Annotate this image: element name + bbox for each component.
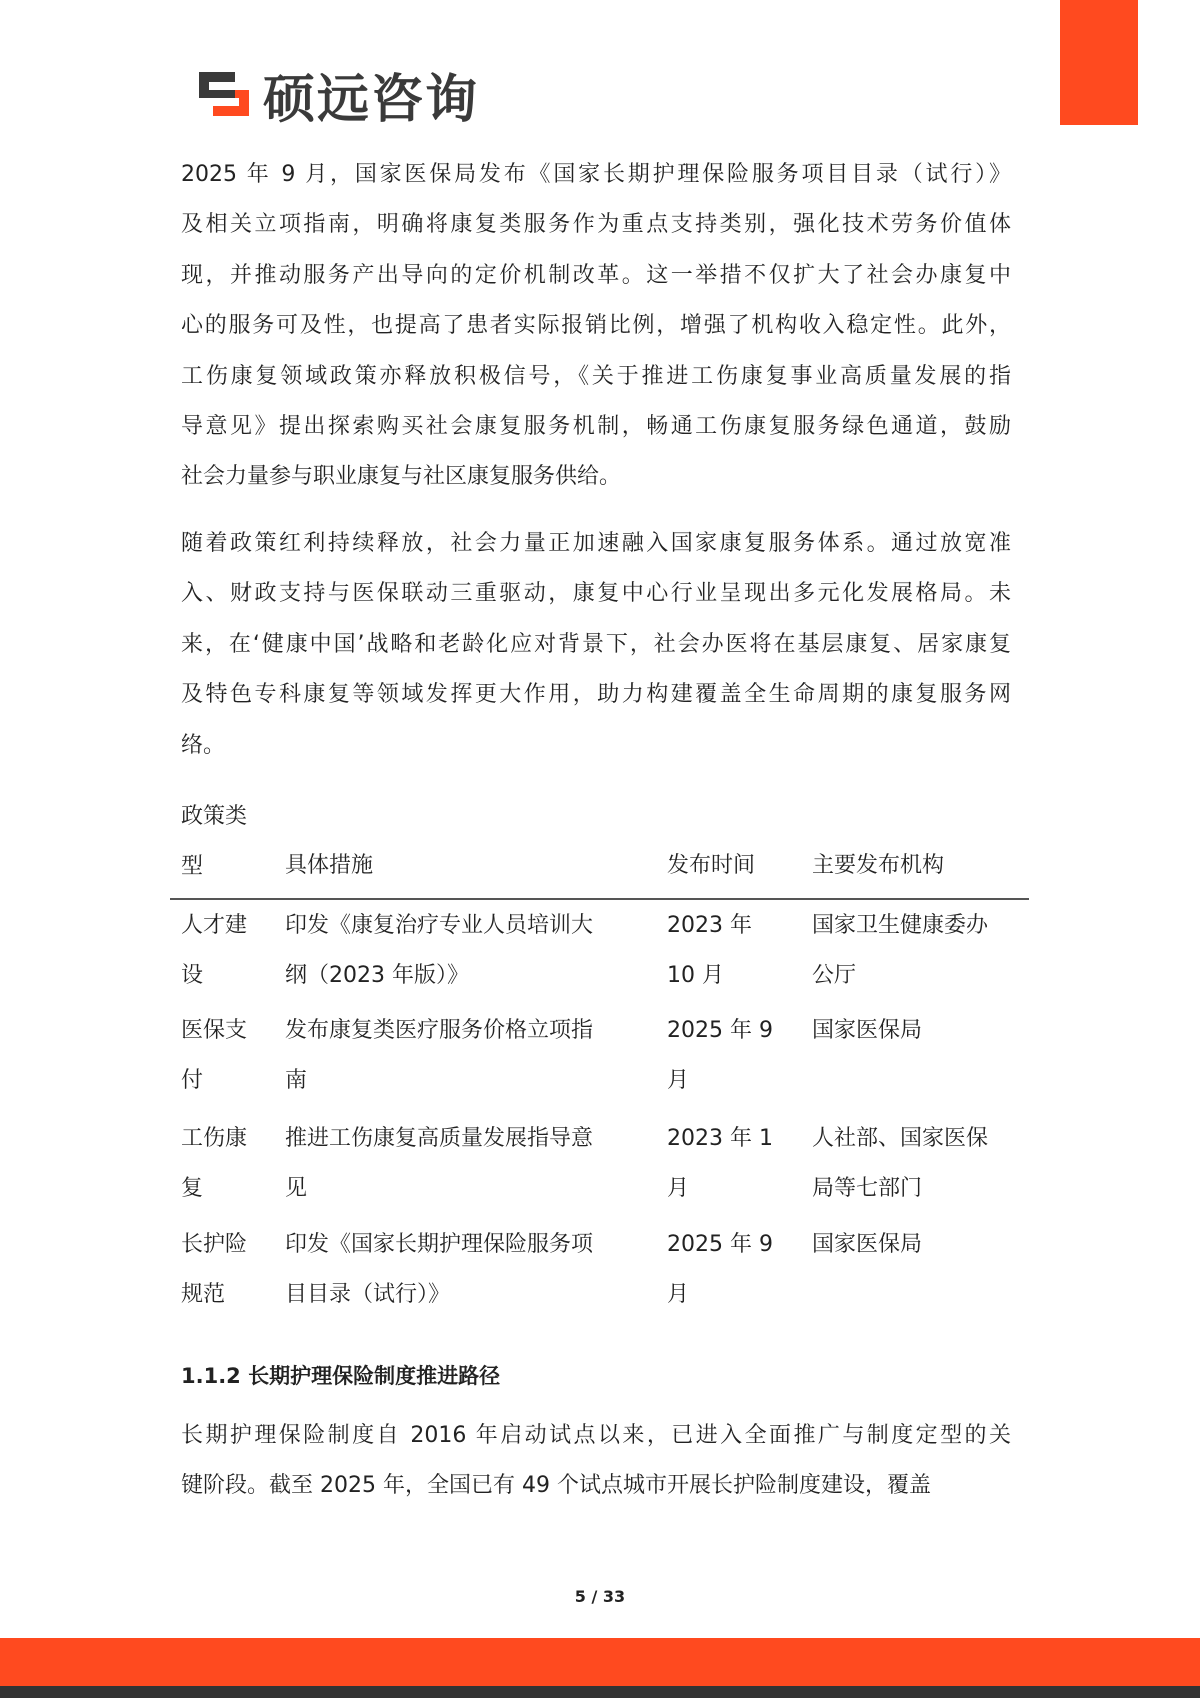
paragraph1-line: 现，并推动服务产出导向的定价机制改革。这一举措不仅扩大了社会办康复中 [181, 262, 1011, 288]
table-row-col0: 人才建 [181, 913, 248, 938]
table-row-col0: 工伤康 [181, 1126, 248, 1151]
table-row-col1: 见 [285, 1176, 308, 1201]
table-row-col1: 纲（2023 年版）》 [285, 963, 469, 988]
table-row-col0: 复 [181, 1176, 204, 1201]
table-row-col2: 2023 年 [667, 913, 752, 938]
table-row-col2: 10 月 [667, 963, 724, 988]
table-row-col2: 2025 年 9 [667, 1232, 773, 1257]
paragraph1-line: 及相关立项指南，明确将康复类服务作为重点支持类别，强化技术劳务价值体 [181, 212, 1011, 238]
paragraph2-line: 及特色专科康复等领域发挥更大作用，助力构建覆盖全生命周期的康复服务网 [181, 682, 1011, 708]
table-header-col3: 主要发布机构 [812, 853, 945, 878]
brand-name: 硕远咨询 [263, 69, 480, 130]
paragraph1-line: 2025 年 9 月，国家医保局发布《国家长期护理保险服务项目目录（试行）》 [181, 162, 1011, 187]
table-row-col2: 2023 年 1 [667, 1126, 773, 1151]
paragraph1-line: 心的服务可及性，也提高了患者实际报销比例，增强了机构收入稳定性。此外， [181, 313, 1011, 339]
table-header-col0: 政策类 [181, 804, 248, 829]
logo-mark-icon [195, 68, 253, 120]
table-row-col2: 月 [667, 1282, 690, 1307]
table-row-col2: 月 [667, 1068, 690, 1093]
table-row-col2: 月 [667, 1176, 690, 1201]
table-row-col2: 2025 年 9 [667, 1018, 773, 1043]
table-header-col2: 发布时间 [667, 853, 756, 878]
table-header-col1: 具体措施 [285, 853, 374, 878]
table-row-col3: 局等七部门 [812, 1176, 923, 1201]
paragraph1-line: 导意见》提出探索购买社会康复服务机制，畅通工伤康复服务绿色通道，鼓励 [181, 414, 1011, 439]
table-row-col0: 长护险 [181, 1232, 248, 1257]
paragraph2-line: 来，在‘健康中国’战略和老龄化应对背景下，社会办医将在基层康复、居家康复 [181, 631, 1011, 657]
paragraph2-line: 络。 [181, 732, 226, 758]
table-row-col3: 国家医保局 [812, 1018, 923, 1043]
table-row-col0: 付 [181, 1068, 204, 1093]
corner-accent-block [1060, 0, 1138, 125]
table-header-rule [170, 898, 1029, 900]
table-row-col1: 南 [285, 1068, 308, 1093]
table-row-col3: 国家医保局 [812, 1232, 923, 1257]
page-number: 5 / 33 [574, 1587, 626, 1606]
brand-logo [195, 64, 480, 130]
table-row-col3: 公厅 [812, 963, 857, 988]
table-row-col1: 发布康复类医疗服务价格立项指 [285, 1018, 594, 1043]
table-row-col1: 印发《国家长期护理保险服务项 [285, 1232, 594, 1257]
section-heading: 1.1.2 长期护理保险制度推进路径 [181, 1364, 501, 1388]
paragraph3-line: 键阶段。截至 2025 年，全国已有 49 个试点城市开展长护险制度建设，覆盖 [181, 1473, 931, 1499]
paragraph1-line: 社会力量参与职业康复与社区康复服务供给。 [181, 464, 622, 490]
table-row-col0: 设 [181, 963, 204, 988]
table-row-col0: 规范 [181, 1282, 226, 1307]
paragraph3-line: 长期护理保险制度自 2016 年启动试点以来，已进入全面推广与制度定型的关 [181, 1423, 1011, 1448]
paragraph1-line: 工伤康复领域政策亦释放积极信号，《关于推进工伤康复事业高质量发展的指 [181, 363, 1011, 389]
paragraph2-line: 入、财政支持与医保联动三重驱动，康复中心行业呈现出多元化发展格局。未 [181, 581, 1011, 607]
table-row-col3: 国家卫生健康委办 [812, 913, 989, 938]
table-row-col1: 印发《康复治疗专业人员培训大 [285, 913, 594, 938]
footer-accent-bar [0, 1638, 1200, 1686]
paragraph2-line: 随着政策红利持续释放，社会力量正加速融入国家康复服务体系。通过放宽准 [181, 531, 1011, 556]
table-row-col0: 医保支 [181, 1018, 248, 1043]
table-row-col3: 人社部、国家医保 [812, 1126, 989, 1151]
table-header-col0: 型 [181, 854, 204, 879]
table-row-col1: 目目录（试行）》 [285, 1282, 451, 1307]
footer-dark-strip [0, 1686, 1200, 1698]
table-row-col1: 推进工伤康复高质量发展指导意 [285, 1126, 594, 1151]
